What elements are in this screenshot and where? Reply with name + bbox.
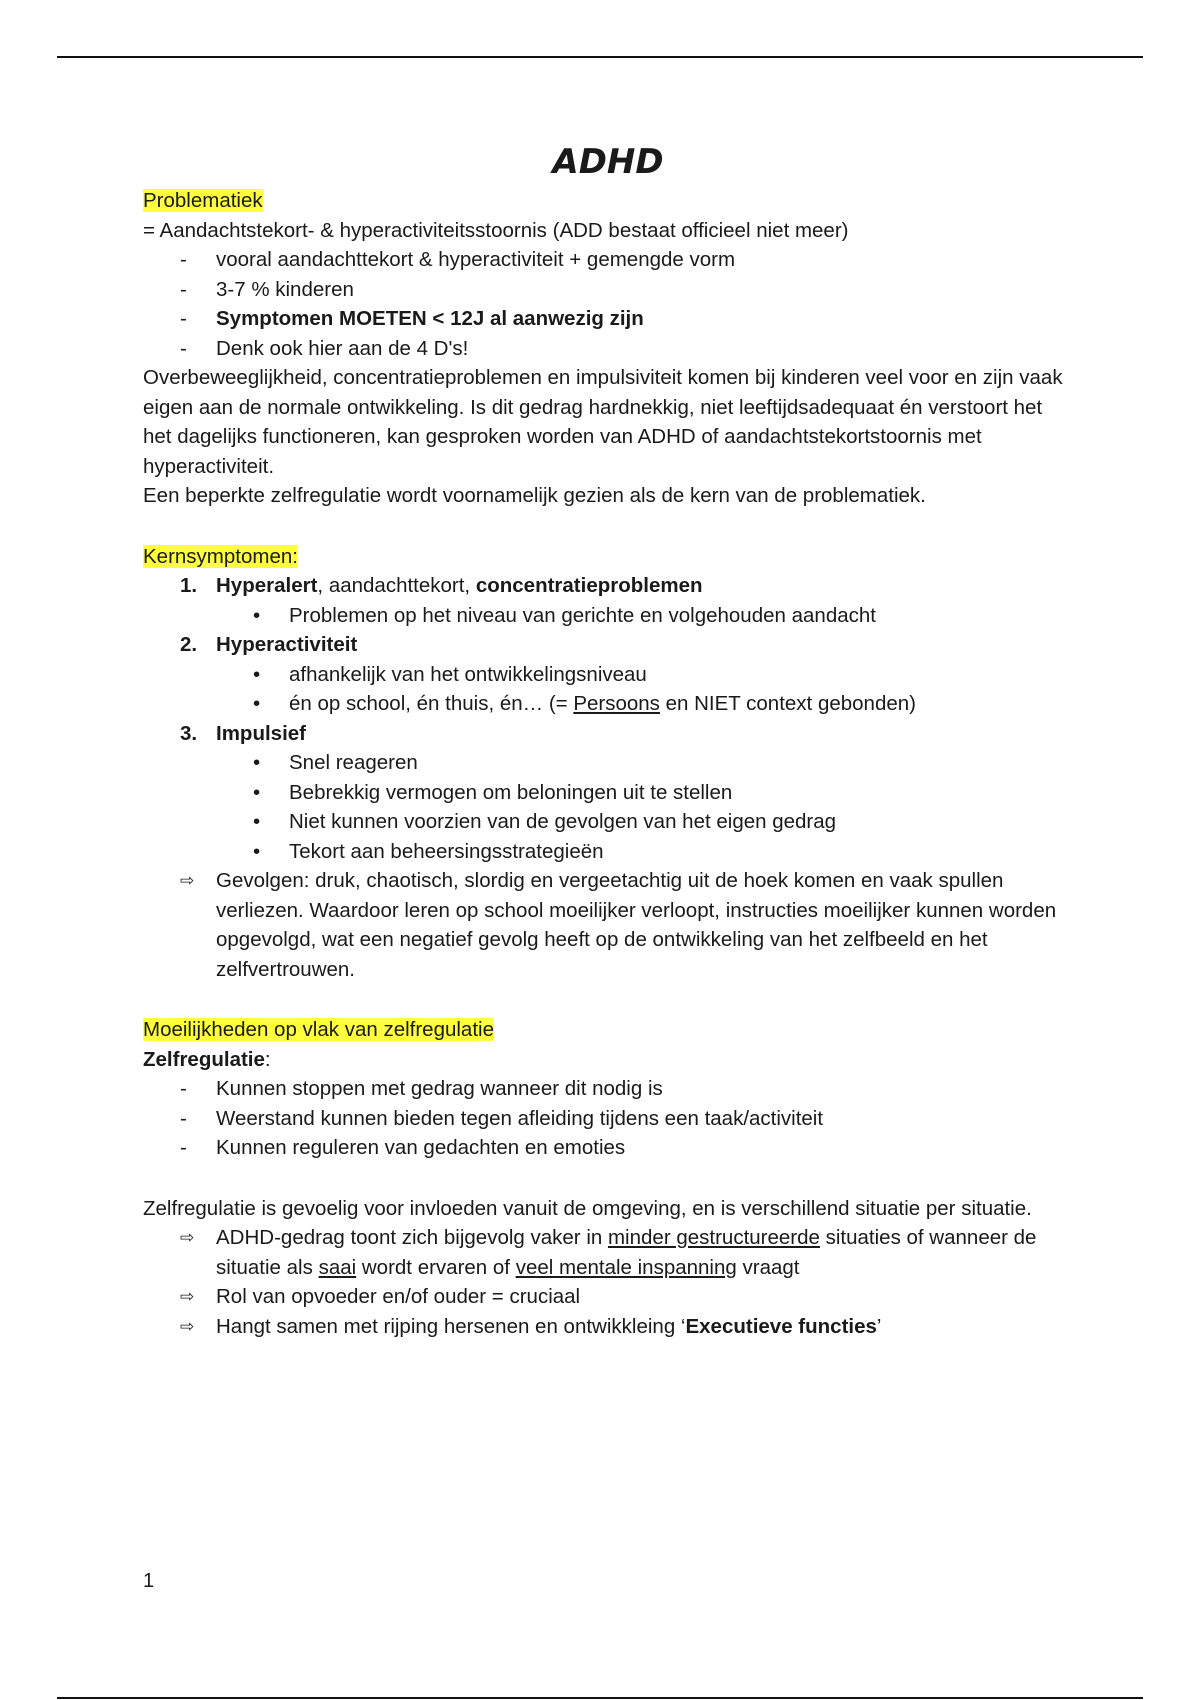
arrow-icon: ⇨ xyxy=(180,1316,195,1336)
problematiek-paragraph: Overbeweeglijkheid, concentratieproblemen en impulsiviteit komen bij kinderen veel voor en zijn vaak eigen aan de normale ontwikkeling. Is dit gedrag hardnekkig, niet leeftijdsadequaat én verstoort het het dagelijks functioneren, kan gesproken worden van ADHD of aandachtstekortstoornis met hyperactiviteit. xyxy=(143,366,1063,478)
document-title: ADHD xyxy=(552,142,664,182)
gevolgen-list xyxy=(143,866,1073,984)
top-rule xyxy=(57,56,1143,58)
arrow-icon: ⇨ xyxy=(180,1228,195,1247)
dash-marker: - xyxy=(180,277,187,301)
list-item: • Bebrekkig vermogen om beloningen uit te stellen xyxy=(216,778,1073,808)
list-item: ⇨ Rol van opvoeder en/of ouder = cruciaal xyxy=(143,1282,1073,1312)
bottom-rule xyxy=(57,1697,1143,1699)
problematiek-paragraph-2: Een beperkte zelfregulatie wordt voornamelijk gezien als de kern van de problematiek. xyxy=(143,484,926,507)
heading-kernsymptomen: Kernsymptomen: xyxy=(143,544,298,568)
list-item: - Kunnen reguleren van gedachten en emoties xyxy=(143,1133,1073,1163)
list-item: - Weerstand kunnen bieden tegen afleiding tijdens een taak/activiteit xyxy=(143,1104,1073,1134)
page-number: 1 xyxy=(143,1570,155,1592)
heading-problematiek: Problematiek xyxy=(143,189,263,212)
document-page: ADHD Problematiek = Aandachtstekort- & hyperactiviteitsstoornis (ADD bestaat officieel niet meer) - vooral aandachttekort & hyperactiviteit + gemengde vorm - 3-7 % kinderen - Symptomen MOETEN < 12J al aanwezig zijn - Denk ook hier aan de 4 D's! Overbeweeglijkheid, concentratieproblemen en impulsiviteit komen bij kinderen veel voor en zijn vaak eigen aan de normale ontwikkeling. Is dit gedrag hardnekkig, niet leeftijdsadequaat én verstoort het het dagelijks functioneren, kan gesproken worden van ADHD of aandachtstekortstoornis met hyperactiviteit. Een beperkte zelfregulatie wordt voornamelijk gezien als de kern van de problematiek. Kernsymptomen: 1. Hyperalert, aandachttekort, concentratieproblemen • Problemen op het niveau van gerichte en volgehouden aandacht 2. Hyperactiviteit • afhankelijk van het ontwikkelingsniveau • én op school, én thuis, én… (= Persoons en NIET context gebonden) 3. Impulsief • Snel reageren • Bebrekkig vermogen om beloningen uit te stellen • Niet kunnen voorzien van de gevolgen van het eigen gedrag • Tekort aan beheersingsstrategieën ⇨ Gevolgen: druk, chaotisch, slordig en vergeetachtig uit de hoek komen en vaak spullen verliezen. Waardoor leren op school moeilijker verloopt, instructies moeilijker kunnen worden opgevolgd, wat een negatief gevolg heeft op de ontwikkeling van het zelfbeeld en het zelfvertrouwen. Moeilijkheden op vlak van zelfregulatie Zelfregulatie: - Kunnen stoppen met gedrag wanneer dit nodig is - Weerstand kunnen bieden tegen afleiding tijdens een taak/activiteit - Kunnen reguleren van gedachten en emoties Zelfregulatie is gevoelig voor invloeden vanuit de omgeving, en is verschillend situatie per situatie. ⇨ ADHD-gedrag toont zich bijgevolg vaker in minder gestructureerde situaties of wanneer de situatie als saai wordt ervaren of veel mentale inspanning vraagt ⇨ Rol van opvoeder en/of ouder = cruciaal ⇨ Hangt samen met rijping hersenen en ontwikkleing ‘Executieve functies’ xyxy=(143,138,1073,1341)
bullet-marker: • xyxy=(253,839,261,863)
bullet-marker: • xyxy=(253,603,261,627)
dash-marker: - xyxy=(180,1106,187,1130)
kernsymptomen-list xyxy=(143,571,1073,866)
kern-item-2: 2. Hyperactiviteit • afhankelijk van het ontwikkelingsniveau • én op school, én thuis, én… (= Persoons en NIET context gebonden) xyxy=(143,630,1073,719)
zelfregulatie-arrows xyxy=(143,1223,1073,1341)
list-item: - Symptomen MOETEN < 12J al aanwezig zijn xyxy=(143,304,1073,334)
kern-item-1: 1. Hyperalert, aandachttekort, concentratieproblemen • Problemen op het niveau van gerichte en volgehouden aandacht xyxy=(143,571,1073,630)
bullet-marker: • xyxy=(253,810,261,833)
dash-marker: - xyxy=(180,307,187,330)
kern-item-3: 3. Impulsief • Snel reageren • Bebrekkig vermogen om beloningen uit te stellen • Niet kunnen voorzien van de gevolgen van het eigen gedrag • Tekort aan beheersingsstrategieën xyxy=(143,719,1073,867)
dash-marker: - xyxy=(180,248,187,271)
dash-marker: - xyxy=(180,1136,187,1159)
list-item: ⇨ Gevolgen: druk, chaotisch, slordig en vergeetachtig uit de hoek komen en vaak spullen verliezen. Waardoor leren op school moeilijker verloopt, instructies moeilijker kunnen worden opgevolgd, wat een negatief gevolg heeft op de ontwikkeling van het zelfbeeld en het zelfvertrouwen. xyxy=(143,866,1073,984)
problematiek-list xyxy=(143,245,1073,363)
dash-marker: - xyxy=(180,1077,187,1100)
heading-zelfregulatie: Moeilijkheden op vlak van zelfregulatie xyxy=(143,1018,494,1041)
list-item: • Problemen op het niveau van gerichte en volgehouden aandacht xyxy=(216,601,1073,631)
list-item: • Niet kunnen voorzien van de gevolgen van het eigen gedrag xyxy=(216,807,1073,837)
list-item: - Denk ook hier aan de 4 D's! xyxy=(143,334,1073,364)
zelfregulatie-label: Zelfregulatie xyxy=(143,1047,265,1071)
list-item: • Snel reageren xyxy=(216,748,1073,778)
list-item: - 3-7 % kinderen xyxy=(143,275,1073,305)
list-item: • afhankelijk van het ontwikkelingsniveau xyxy=(216,660,1073,690)
list-item: ⇨ Hangt samen met rijping hersenen en ontwikkleing ‘Executieve functies’ xyxy=(143,1312,1073,1342)
zelfregulatie-list xyxy=(143,1074,1073,1163)
arrow-icon: ⇨ xyxy=(180,871,195,890)
list-item: • Tekort aan beheersingsstrategieën xyxy=(216,837,1073,867)
arrow-icon: ⇨ xyxy=(180,1287,195,1306)
bullet-marker: • xyxy=(253,780,261,804)
list-item: ⇨ ADHD-gedrag toont zich bijgevolg vaker in minder gestructureerde situaties of wanneer de situatie als saai wordt ervaren of veel mentale inspanning vraagt xyxy=(143,1223,1073,1282)
bullet-marker: • xyxy=(253,751,261,774)
definition-line: = Aandachtstekort- & hyperactiviteitsstoornis (ADD bestaat officieel niet meer) xyxy=(143,218,849,242)
zelfregulatie-paragraph: Zelfregulatie is gevoelig voor invloeden vanuit de omgeving, en is verschillend situatie per situatie. xyxy=(143,1196,1032,1220)
list-item: - Kunnen stoppen met gedrag wanneer dit nodig is xyxy=(143,1074,1073,1104)
bullet-marker: • xyxy=(253,662,261,686)
list-item: • én op school, én thuis, én… (= Persoons en NIET context gebonden) xyxy=(216,689,1073,719)
bullet-marker: • xyxy=(253,692,261,715)
dash-marker: - xyxy=(180,336,187,360)
list-item: - vooral aandachttekort & hyperactiviteit + gemengde vorm xyxy=(143,245,1073,275)
